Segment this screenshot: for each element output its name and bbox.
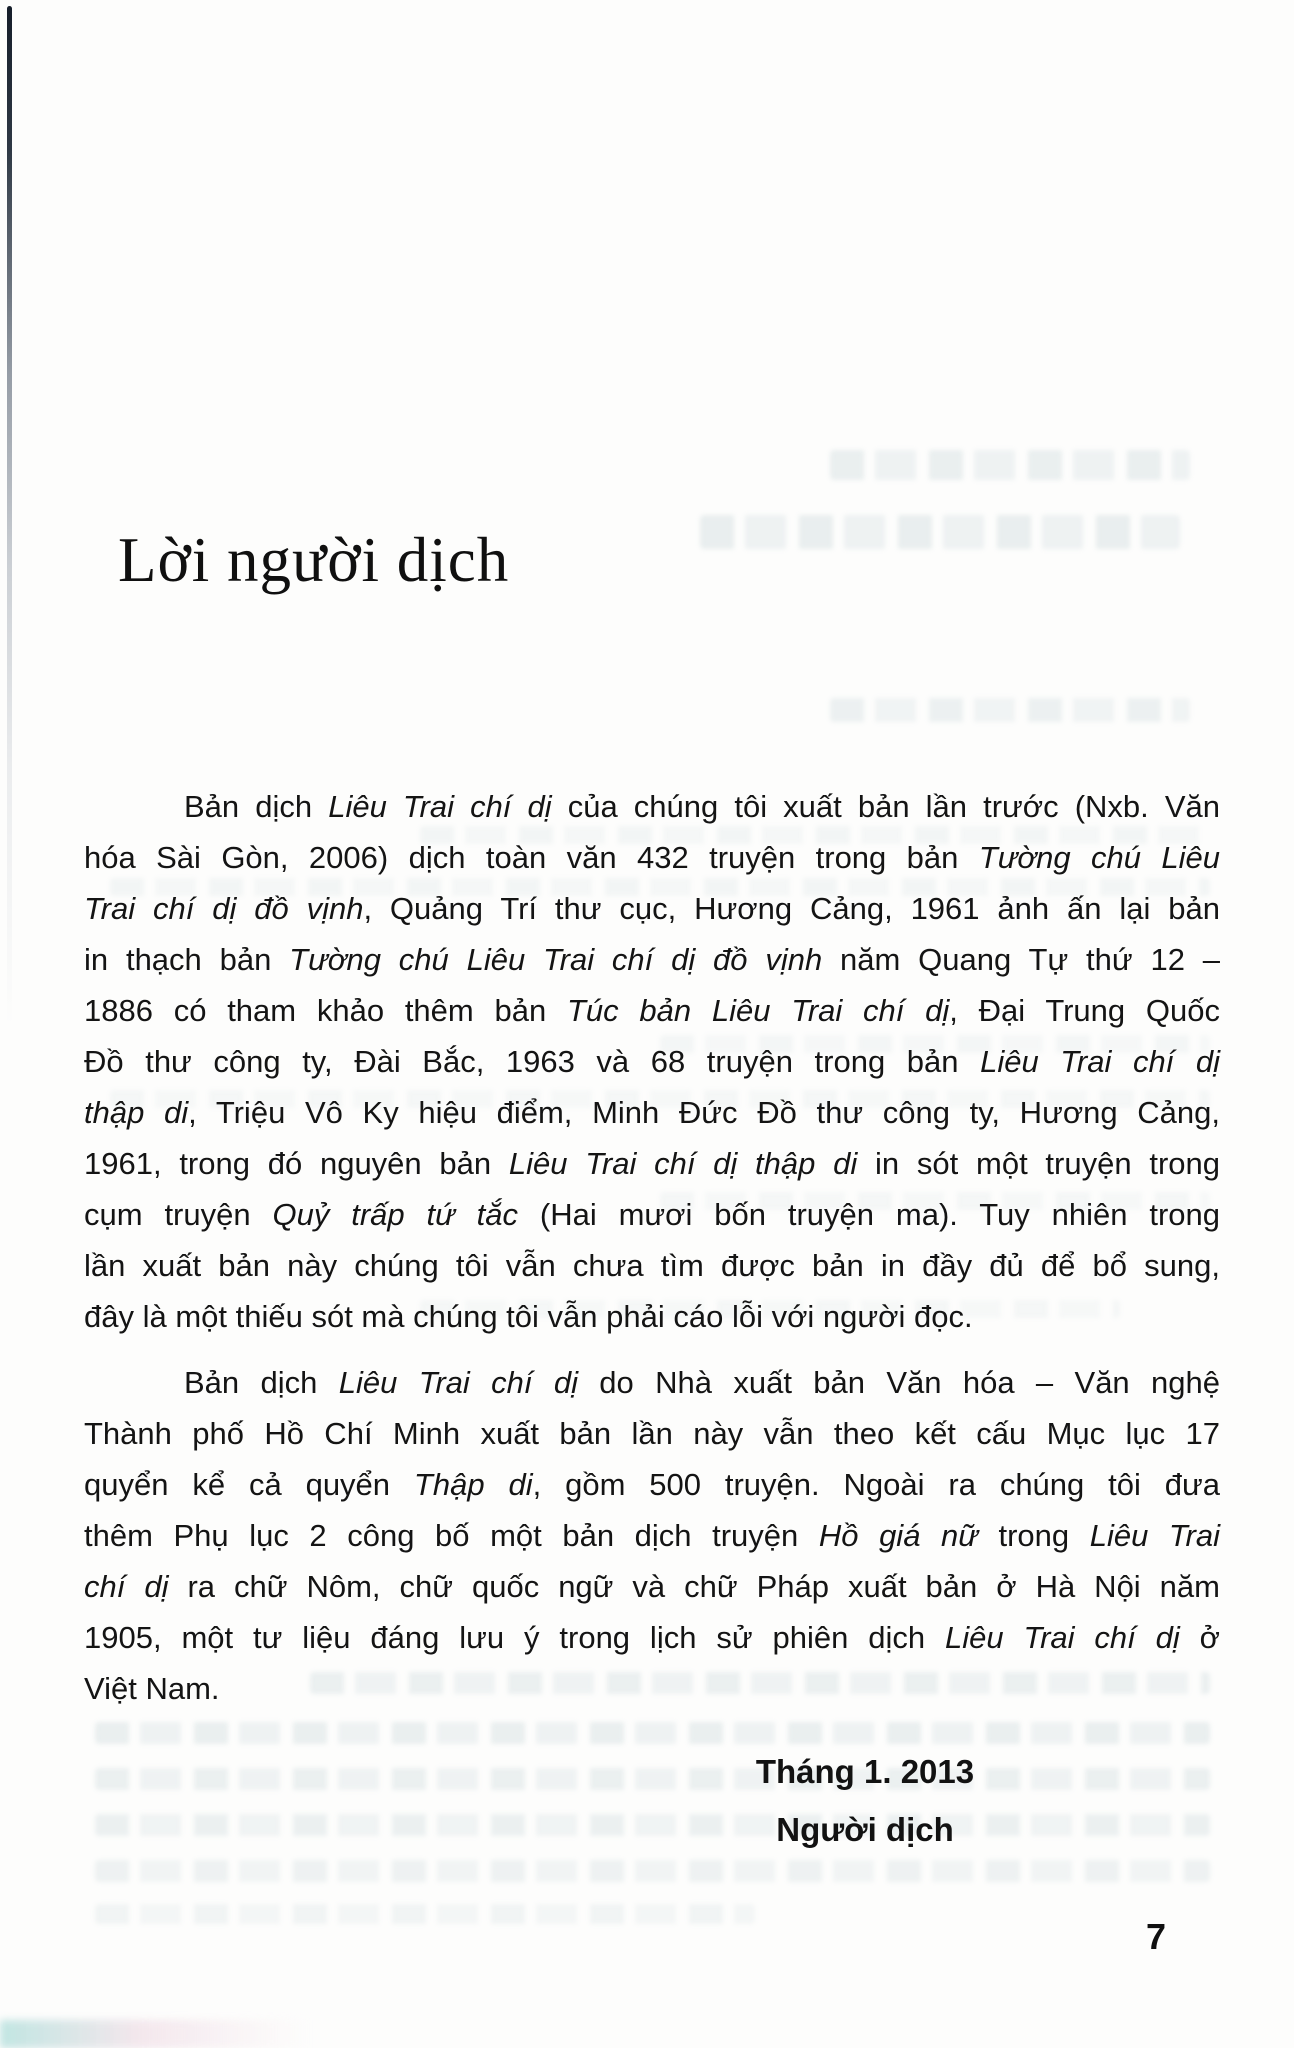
ghost-bleed-text bbox=[95, 1860, 1210, 1882]
ghost-bleed-text bbox=[830, 450, 1190, 480]
signature-block bbox=[610, 1743, 1120, 1859]
body-text bbox=[84, 781, 1220, 1714]
text-line: thêm Phụ lục 2 công bố một bản dịch truyện Hồ giá nữ trong Liêu Trai bbox=[84, 1518, 1221, 1553]
text-line: quyển kể cả quyển Thập di, gồm 500 truyện. Ngoài ra chúng tôi đưa bbox=[84, 1467, 1221, 1502]
text-line: đây là một thiếu sót mà chúng tôi vẫn phải cáo lỗi với người đọc. bbox=[84, 1299, 973, 1334]
text-line: hóa Sài Gòn, 2006) dịch toàn văn 432 truyện trong bản Tường chú Liêu bbox=[84, 840, 1220, 875]
text-line: Bản dịch Liêu Trai chí dị của chúng tôi xuất bản lần trước (Nxb. Văn bbox=[184, 789, 1221, 824]
corner-smudge bbox=[0, 2020, 310, 2048]
ghost-bleed-text bbox=[95, 1904, 755, 1924]
paragraph bbox=[84, 781, 1220, 1342]
ghost-bleed-text bbox=[95, 1722, 1210, 1744]
signature-role: Người dịch bbox=[776, 1811, 954, 1848]
text-line: 1886 có tham khảo thêm bản Túc bản Liêu Trai chí dị, Đại Trung Quốc bbox=[84, 993, 1220, 1028]
ghost-bleed-text bbox=[700, 515, 1180, 549]
page-number: 7 bbox=[1146, 1916, 1167, 1957]
text-line: Trai chí dị đồ vịnh, Quảng Trí thư cục, Hương Cảng, 1961 ảnh ấn lại bản bbox=[84, 891, 1220, 926]
ghost-bleed-text bbox=[830, 698, 1190, 722]
signature-date: Tháng 1. 2013 bbox=[755, 1753, 975, 1790]
text-line: thập di, Triệu Vô Ky hiệu điểm, Minh Đức Đồ thư công ty, Hương Cảng, bbox=[84, 1095, 1221, 1130]
text-line: 1961, trong đó nguyên bản Liêu Trai chí dị thập di in sót một truyện trong bbox=[84, 1146, 1220, 1181]
text-line: Bản dịch Liêu Trai chí dị do Nhà xuất bản Văn hóa – Văn nghệ bbox=[184, 1365, 1220, 1400]
text-line: 1905, một tư liệu đáng lưu ý trong lịch sử phiên dịch Liêu Trai chí dị ở bbox=[84, 1620, 1220, 1655]
text-line: chí dị ra chữ Nôm, chữ quốc ngữ và chữ Pháp xuất bản ở Hà Nội năm bbox=[84, 1569, 1220, 1604]
text-line: Việt Nam. bbox=[84, 1671, 220, 1706]
text-line: Đồ thư công ty, Đài Bắc, 1963 và 68 truyện trong bản Liêu Trai chí dị bbox=[84, 1044, 1221, 1079]
text-line: cụm truyện Quỷ trấp tứ tắc (Hai mươi bốn truyện ma). Tuy nhiên trong bbox=[84, 1197, 1220, 1232]
text-line: in thạch bản Tường chú Liêu Trai chí dị đồ vịnh năm Quang Tự thứ 12 – bbox=[84, 942, 1221, 977]
spine-shadow bbox=[7, 6, 12, 1026]
paragraph bbox=[84, 1357, 1220, 1714]
page-title: Lời người dịch bbox=[118, 525, 510, 595]
text-line: Thành phố Hồ Chí Minh xuất bản lần này vẫn theo kết cấu Mục lục 17 bbox=[84, 1416, 1220, 1451]
text-line: lần xuất bản này chúng tôi vẫn chưa tìm được bản in đầy đủ để bổ sung, bbox=[84, 1248, 1220, 1283]
